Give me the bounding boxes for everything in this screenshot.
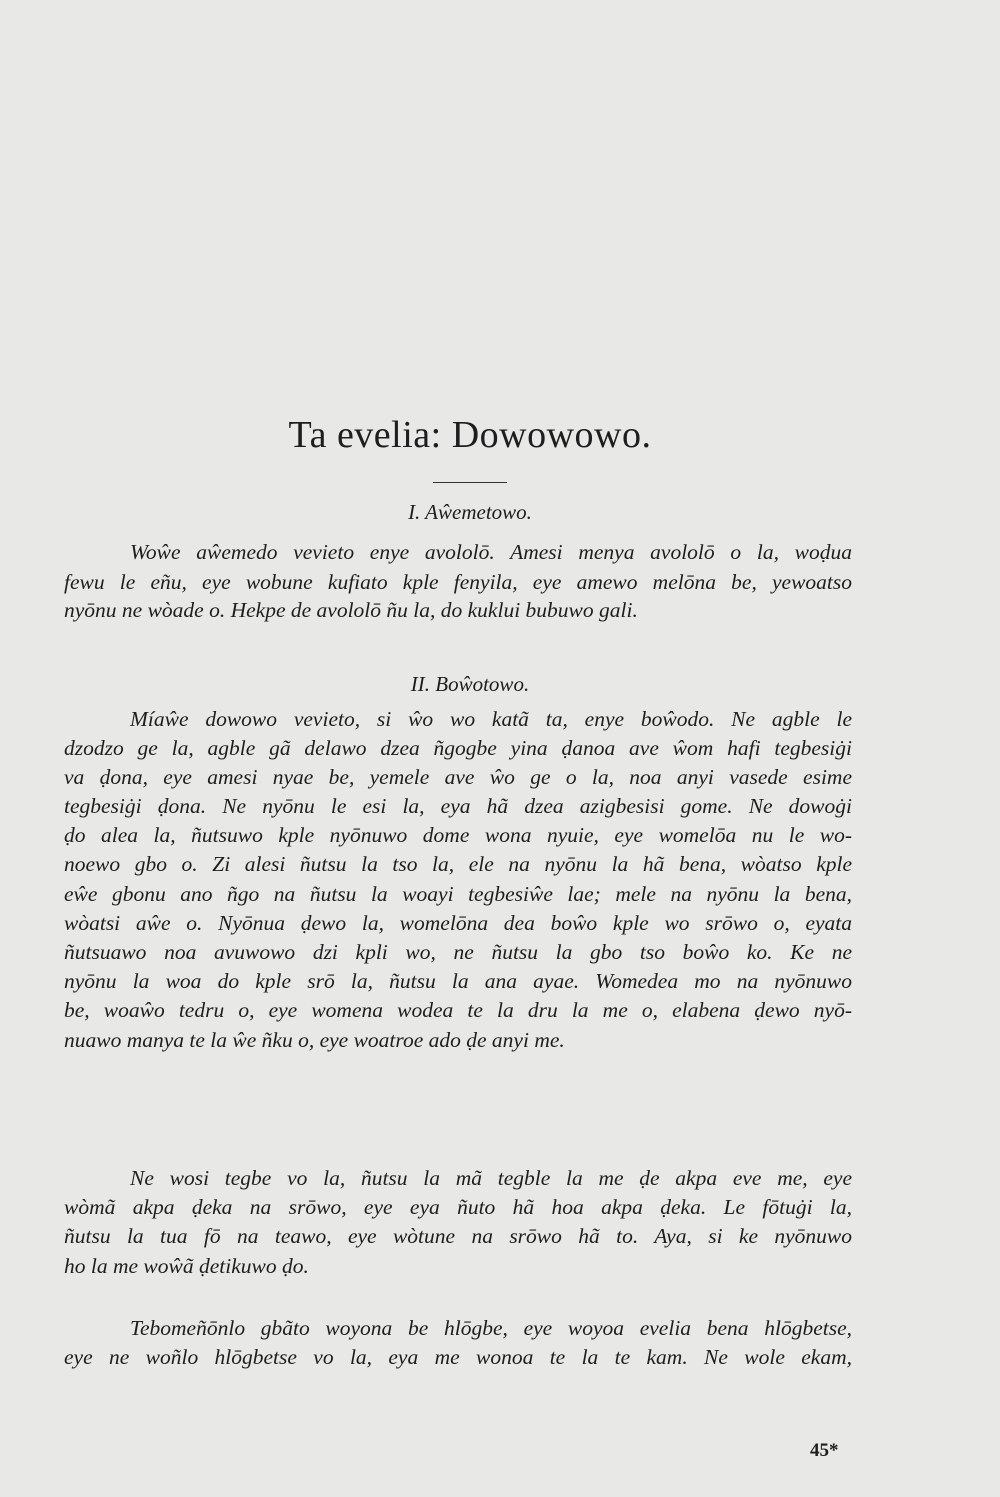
- text-line: va ḍona, eye amesi nyae be, yemele ave ŵo ge o la, noa anyi vasede esime: [64, 765, 852, 789]
- text-line: tegbesiġi ḍona. Ne nyōnu le esi la, eya hã dzea azigbesisi gome. Ne dowoġi: [64, 794, 852, 818]
- text-line: nyōnu la woa do kple srō la, ñutsu la ana ayae. Womedea mo na nyōnuwo: [64, 969, 852, 993]
- text-line: Woŵe aŵemedo vevieto enye avololō. Amesi menya avololō o la, woḍua: [130, 540, 852, 564]
- text-line: ñutsuawo noa avuwowo dzi kpli wo, ne ñutsu la gbo tso boŵo ko. Ke ne: [64, 940, 852, 964]
- section-heading-2: II. Boŵotowo.: [410, 672, 530, 696]
- text-line: ñutsu la tua fō na teawo, eye wòtune na srōwo hã to. Aya, si ke nyōnuwo: [64, 1224, 852, 1248]
- text-line: eŵe gbonu ano ñgo na ñutsu la woayi tegbesiŵe lae; mele na nyōnu la bena,: [64, 882, 852, 906]
- text-line: be, woaŵo tedru o, eye womena wodea te la dru la me o, elabena ḍewo nyō-: [64, 998, 852, 1022]
- text-line: Ne wosi tegbe vo la, ñutsu la mã tegble la me ḍe akpa eve me, eye: [130, 1166, 852, 1190]
- text-line: Tebomeñōnlo gbãto woyona be hlōgbe, eye woyoa evelia bena hlōgbetse,: [130, 1316, 852, 1340]
- text-line: ho la me woŵã ḍetikuwo ḍo.: [64, 1254, 309, 1278]
- text-line: wòmã akpa ḍeka na srōwo, eye eya ñuto hã hoa akpa ḍeka. Le fōtuġi la,: [64, 1195, 852, 1219]
- title-divider: [433, 482, 507, 483]
- text-line: noewo gbo o. Zi alesi ñutsu la tso la, ele na nyōnu la hã bena, wòatso kple: [64, 852, 852, 876]
- text-line: wòatsi aŵe o. Nyōnua ḍewo la, womelōna dea boŵo kple wo srōwo o, eyata: [64, 911, 852, 935]
- text-line: fewu le eñu, eye wobune kufiato kple fenyila, eye amewo melōna be, yewoatso: [64, 570, 852, 594]
- section-heading-1: I. Aŵemetowo.: [408, 500, 532, 524]
- text-line: nuawo manya te la ŵe ñku o, eye woatroe ado ḍe anyi me.: [64, 1028, 565, 1052]
- text-line: dzodzo ge la, agble gã delawo dzea ñgogbe yina ḍanoa ave ŵom hafi tegbesiġi: [64, 736, 852, 760]
- text-line: nyōnu ne wòade o. Hekpe de avololō ñu la, do kuklui bubuwo gali.: [64, 598, 638, 622]
- text-line: Míaŵe dowowo vevieto, si ŵo wo katã ta, enye boŵodo. Ne agble le: [130, 707, 852, 731]
- page-title: Ta evelia: Dowowowo.: [288, 414, 652, 456]
- page-number: 45*: [810, 1440, 839, 1461]
- text-line: eye ne woñlo hlōgbetse vo la, eya me wonoa te la te kam. Ne wole ekam,: [64, 1345, 852, 1369]
- text-line: ḍo alea la, ñutsuwo kple nyōnuwo dome wona nyuie, eye womelōa nu le wo-: [64, 823, 852, 847]
